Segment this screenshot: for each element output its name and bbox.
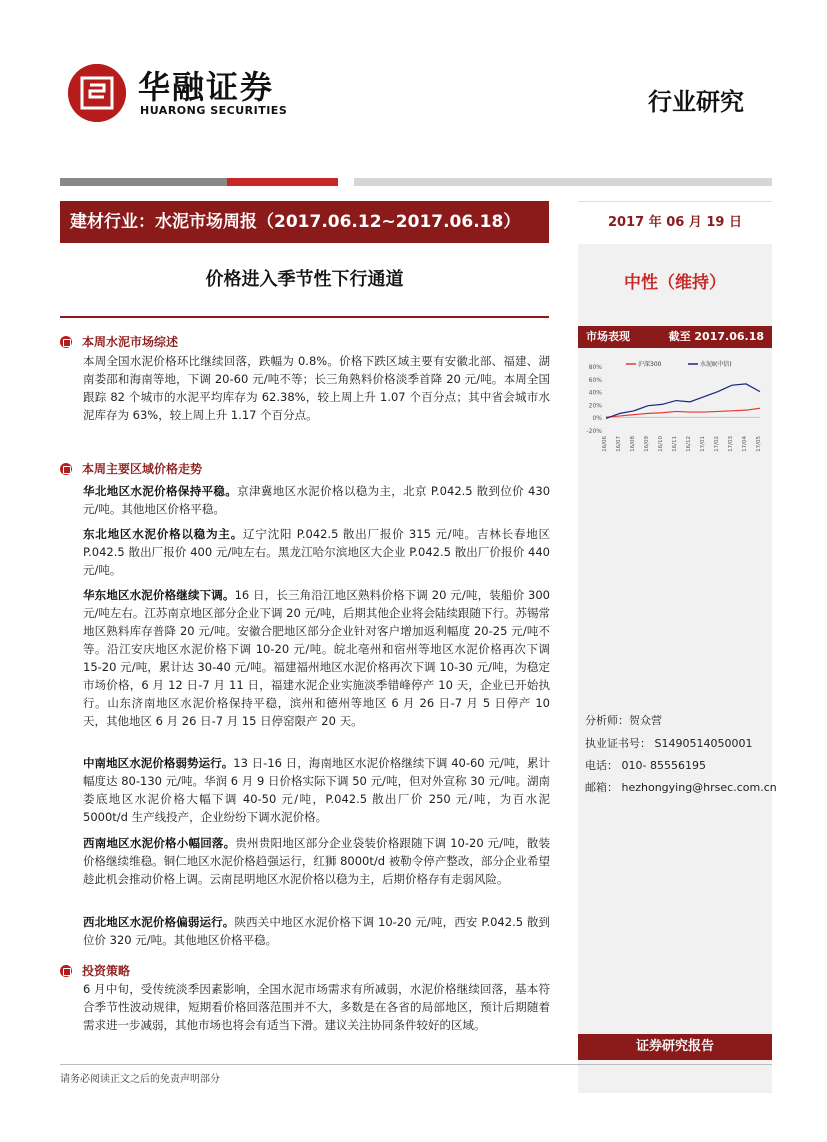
header-divider-left (60, 178, 338, 186)
doc-type-label: 行业研究 (648, 88, 744, 116)
x-tick-label: 16/10 (658, 436, 664, 452)
y-tick-label: 20% (588, 402, 602, 410)
report-title: 建材行业：水泥市场周报（2017.06.12~2017.06.18） (60, 201, 549, 243)
section-heading-text: 本周水泥市场综述 (82, 335, 179, 349)
legend-label: 水泥Ⅱ(中信) (700, 361, 732, 368)
report-subtitle: 价格进入季节性下行通道 (205, 269, 404, 290)
series-line-0 (606, 408, 760, 417)
y-tick-label: 40% (588, 389, 602, 397)
x-tick-label: 16/06 (602, 436, 608, 452)
overview-paragraph: 本周全国水泥价格环比继续回落，跌幅为 0.8%。价格下跌区域主要有安徽北部、福建、湖南娄邵和海南等地，下调 20-60 元/吨不等；长三角熟料价格淡季首降 20 元/吨。本周全国跟踪 82 个城市的水泥平均库存为 62.38%，较上周上升 1.07 个百分点；其中省会城市水泥库存为 63%，较上周上升 1.17 个百分点。 (83, 354, 550, 422)
market-chart-svg (578, 356, 772, 466)
company-logo-icon (68, 64, 126, 122)
region-paragraph-central-south (83, 754, 550, 826)
header-divider-right (354, 178, 772, 186)
x-tick-label: 16/11 (672, 436, 678, 452)
legend-label: 沪深300 (638, 361, 662, 368)
x-tick-label: 16/07 (616, 436, 622, 452)
x-tick-label: 16/12 (686, 436, 692, 452)
market-as-of: 截至 2017.06.18 (668, 330, 764, 343)
analyst-license: 执业证书号： S1490514050001 (585, 737, 753, 750)
region-paragraph-southwest (83, 834, 550, 888)
y-tick-label: 0% (592, 415, 602, 423)
x-tick-label: 17/02 (714, 436, 720, 452)
region-lead: 东北地区水泥价格以稳为主。 (83, 527, 244, 541)
region-text: 辽宁沈阳 P.042.5 散出厂报价 315 元/吨。吉林长春地区 P.042.5 散出厂报价 400 元/吨左右。黑龙江哈尔滨地区大企业 P.042.5 散出厂价报价 440 元/吨。 (83, 527, 551, 577)
section-heading-strategy (60, 962, 130, 979)
region-lead: 中南地区水泥价格弱势运行。 (83, 756, 234, 770)
section-heading-text: 本周主要区域价格走势 (82, 462, 203, 476)
y-tick-label: 60% (588, 376, 602, 384)
section-heading-text: 投资策略 (82, 964, 131, 978)
logo-cn-text: 华融证券 (138, 68, 275, 106)
market-label: 市场表现 (586, 330, 630, 343)
footer-disclaimer: 请务必阅读正文之后的免责声明部分 (60, 1074, 220, 1085)
y-tick-label: -20% (586, 428, 602, 435)
region-paragraph-north (83, 482, 550, 518)
report-date: 2017 年 06 月 19 日 (578, 201, 772, 244)
x-tick-label: 16/08 (630, 436, 636, 452)
section-bullet-icon (60, 965, 72, 977)
x-tick-label: 17/05 (756, 436, 762, 452)
analyst-name: 分析师：贺众营 (585, 714, 662, 727)
market-chart (578, 356, 772, 466)
logo-en-text: HUARONG SECURITIES (140, 104, 288, 117)
region-lead: 华北地区水泥价格保持平稳。 (83, 484, 238, 498)
region-lead: 西北地区水泥价格偏弱运行。 (83, 915, 235, 929)
region-paragraph-east (83, 586, 550, 730)
region-text: 京津冀地区水泥价格以稳为主，北京 P.042.5 散到位价 430 元/吨。其他地区价格平稳。 (83, 484, 551, 516)
x-tick-label: 17/03 (728, 436, 734, 452)
series-line-1 (606, 384, 760, 419)
region-text: 陕西关中地区水泥价格下调 10-20 元/吨，西安 P.042.5 散到位价 320 元/吨。其他地区价格平稳。 (83, 915, 550, 947)
strategy-paragraph: 6 月中旬，受传统淡季因素影响，全国水泥市场需求有所减弱，水泥价格继续回落，基本符合季节性波动规律，短期看价格回落范围并不大，多数是在各省的局部地区，预计后期随着需求进一步减弱，其他市场也将会有适当下滑。建议关注协同条件较好的区域。 (83, 982, 550, 1032)
section-heading-regions (60, 460, 202, 477)
market-performance-header (578, 326, 772, 348)
rating-label: 中性（维持） (624, 273, 726, 293)
region-paragraph-northwest (83, 913, 550, 949)
region-lead: 西南地区水泥价格小幅回落。 (83, 836, 236, 850)
report-type-label: 证券研究报告 (578, 1034, 772, 1060)
subtitle-divider (60, 316, 549, 318)
analyst-phone: 电话： 010- 85556195 (585, 759, 706, 772)
y-tick-label: 80% (588, 364, 602, 371)
x-tick-label: 17/01 (700, 436, 706, 452)
region-lead: 华东地区水泥价格继续下调。 (83, 588, 235, 602)
region-paragraph-northeast (83, 525, 550, 579)
section-heading-overview (60, 333, 178, 350)
x-tick-label: 17/04 (742, 436, 748, 452)
region-text: 16 日，长三角沿江地区熟料价格下调 20 元/吨，装船价 300 元/吨左右。江苏南京地区部分企业下调 20 元/吨，后期其他企业将会陆续跟随下行。苏锡常地区熟料库存普降 20 元/吨。安徽合肥地区部分企业针对客户增加返利幅度 20-25 元/吨不等。沿江安庆地区水泥价格下调 10-20 元/吨。皖北亳州和宿州等地区水泥价格再次下调 15-20 元/吨，累计达 30-40 元/吨。福建福州地区水泥价格再次下调 10-30 元/吨，为稳定市场价格，6 月 12 日-7 月 11 日，福建水泥企业实施淡季错峰停产 10 天，企业已开始执行。山东济南地区水泥价格保持平稳，滨州和德州等地区 6 月 26 日-7 月 5 日停产 10 天，其他地区 6 月 26 日-7 月 15 日停窑限产 20 天。 (83, 588, 550, 728)
section-bullet-icon (60, 463, 72, 475)
section-bullet-icon (60, 336, 72, 348)
analyst-email: 邮箱： hezhongying@hrsec.com.cn (585, 781, 777, 794)
region-text: 13 日-16 日，海南地区水泥价格继续下调 40-60 元/吨，累计幅度达 80-130 元/吨。华润 6 月 9 日价格实际下调 50 元/吨，但对外宣称 30 元/吨。湖南娄底地区水泥价格大幅下调 40-50 元/吨，P.042.5 散出厂价 250 元/吨，为百水泥 5000t/d 生产线投产，企业纷纷下调水泥价格。 (83, 756, 551, 824)
x-tick-label: 16/09 (644, 436, 650, 452)
footer-divider (60, 1064, 772, 1065)
region-text: 贵州贵阳地区部分企业袋装价格跟随下调 10-20 元/吨，散装价格继续维稳。铜仁地区水泥价格趋强运行，红狮 8000t/d 被勒令停产整改，部分企业希望趁此机会推动价格上调。云南昆明地区水泥价格以稳为主，后期价格存有走弱风险。 (83, 836, 550, 886)
